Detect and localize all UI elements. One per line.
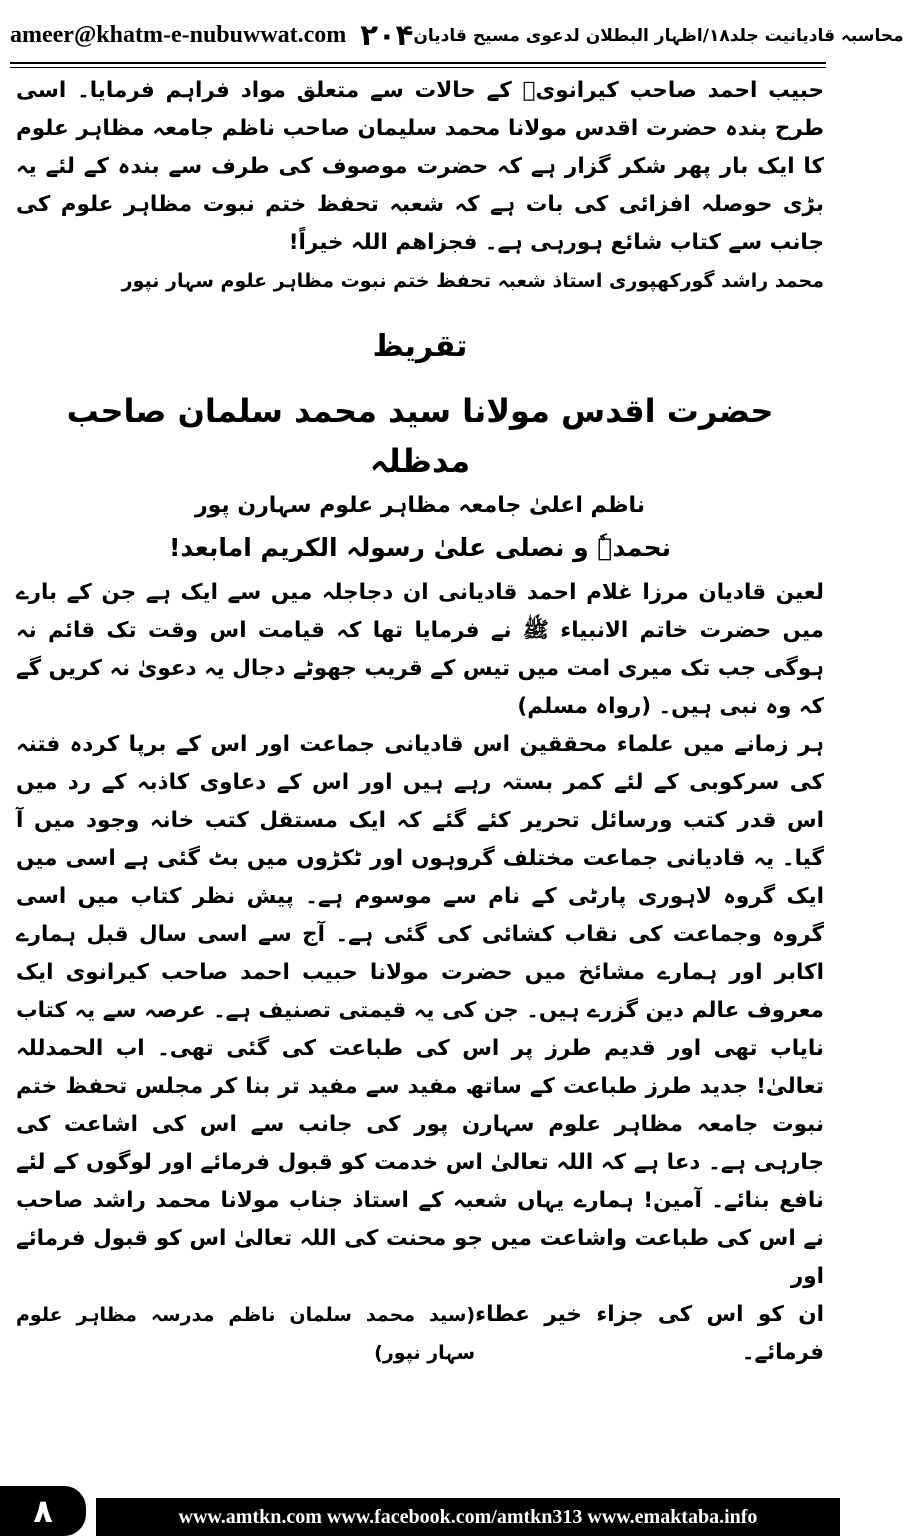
header-rule-thin xyxy=(10,67,826,68)
taqreez-invocation: نحمدہٗ و نصلی علیٰ رسولہ الکریم امابعد! xyxy=(169,533,671,562)
page-header xyxy=(0,0,904,70)
taqreez-paragraph-1: لعین قادیان مرزا غلام احمد قادیانی ان دجاجلہ میں سے ایک ہے جن کے بارے میں حضرت خاتم الانبیاء ﷺ نے فرمایا تھا کہ قیامت اس وقت تک قائم نہ ہوگی جب تک میری امت میں تیس کے قریب جھوٹے دجال یہ دعویٰ نہ کریں گے کہ وہ نبی ہیں۔ (رواہ مسلم) xyxy=(16,580,824,719)
footer-bar xyxy=(96,1498,840,1536)
footer-page-badge xyxy=(0,1486,86,1536)
header-email[interactable]: ameer@khatm-e-nubuwwat.com xyxy=(10,21,347,48)
taqreez-author: حضرت اقدس مولانا سید محمد سلمان صاحب مدظلہ xyxy=(66,392,774,480)
signature: (سید محمد سلمان ناظم مدرسہ مظاہر علوم سہار نپور) xyxy=(16,1304,476,1364)
header-title-group xyxy=(346,18,903,52)
intro-paragraph: حبیب احمد صاحب کیرانویؒ کے حالات سے متعلق مواد فراہم فرمایا۔ اسی طرح بندہ حضرت اقدس مولانا محمد سلیمان صاحب ناظم جامعہ مظاہر علوم کا ایک بار پھر شکر گزار ہے کہ حضرت موصوف کی طرف سے بندہ کے لئے یہ بڑی حوصلہ افزائی کی بات ہے کہ شعبہ تحفظ ختم نبوت مظاہر علوم کی جانب سے کتاب شائع ہورہی ہے۔ فجزاھم اللہ خیراً! xyxy=(16,78,824,255)
intro-credit: محمد راشد گورکھپوری استاذ شعبہ تحفظ ختم نبوت مظاہر علوم سہار نپور xyxy=(121,270,824,292)
footer-links[interactable]: www.amtkn.com www.facebook.com/amtkn313 www.emaktaba.info xyxy=(178,1505,758,1528)
taqreez-paragraph-2: ہر زمانے میں علماء محققین اس قادیانی جماعت اور اس کے برپا کردہ فتنہ کی سرکوبی کے لئے کمر بستہ رہے ہیں اور اس کے دعاوی کاذبہ کے رد میں اس قدر کتب ورسائل تحریر کئے گئے کہ ایک مستقل کتب خانہ وجود میں آ گیا۔ یہ قادیانی جماعت مختلف گروہوں اور ٹکڑوں میں بٹ گئی ہے اسی میں ایک گروہ لاہوری پارٹی کے نام سے موسوم ہے۔ پیش نظر کتاب میں اسی گروہ وجماعت کی نقاب کشائی کی گئی ہے۔ آج سے اسی سال قبل ہمارے اکابر اور ہمارے مشائخ میں حضرت مولانا حبیب احمد صاحب کیرانوی ایک معروف عالم دین گزرے ہیں۔ جن کی یہ قیمتی تصنیف ہے۔ عرصہ سے یہ کتاب نایاب تھی اور قدیم طرز پر اس کی طباعت کی گئی تھی۔ اب الحمدللہ تعالیٰ! جدید طرز طباعت کے ساتھ مفید سے مفید تر بنا کر مجلس تحفظ ختم نبوت جامعہ مظاہر علوم سہارن پور کی جانب سے اس کی اشاعت کی جارہی ہے۔ دعا ہے کہ اللہ تعالیٰ اس خدمت کو قبول فرمائے اور لوگوں کے لئے نافع بنائے۔ آمین! ہمارے یہاں شعبہ کے استاذ جناب مولانا محمد راشد صاحب نے اس کی طباعت واشاعت میں جو محنت کی اللہ تعالیٰ اس کو قبول فرمائے اور xyxy=(16,732,824,1289)
page-body xyxy=(16,72,824,1372)
taqreez-author-title: ناظم اعلیٰ جامعہ مظاہر علوم سہارن پور xyxy=(194,493,646,518)
page-number: ۲۰۴ xyxy=(360,18,414,52)
running-title: محاسبہ قادیانیت جلد۱۸/اظہار البطلان لدعوی مسیح قادیان xyxy=(413,25,904,46)
closing-text: ان کو اس کی جزاء خیر عطاء فرمائے۔ xyxy=(475,1302,824,1365)
taqreez-heading: تقریظ xyxy=(372,329,468,364)
signature-line xyxy=(16,1296,824,1372)
footer-page-label: ۸ xyxy=(33,1492,53,1530)
page-footer xyxy=(0,1482,840,1540)
header-rule xyxy=(10,62,826,64)
